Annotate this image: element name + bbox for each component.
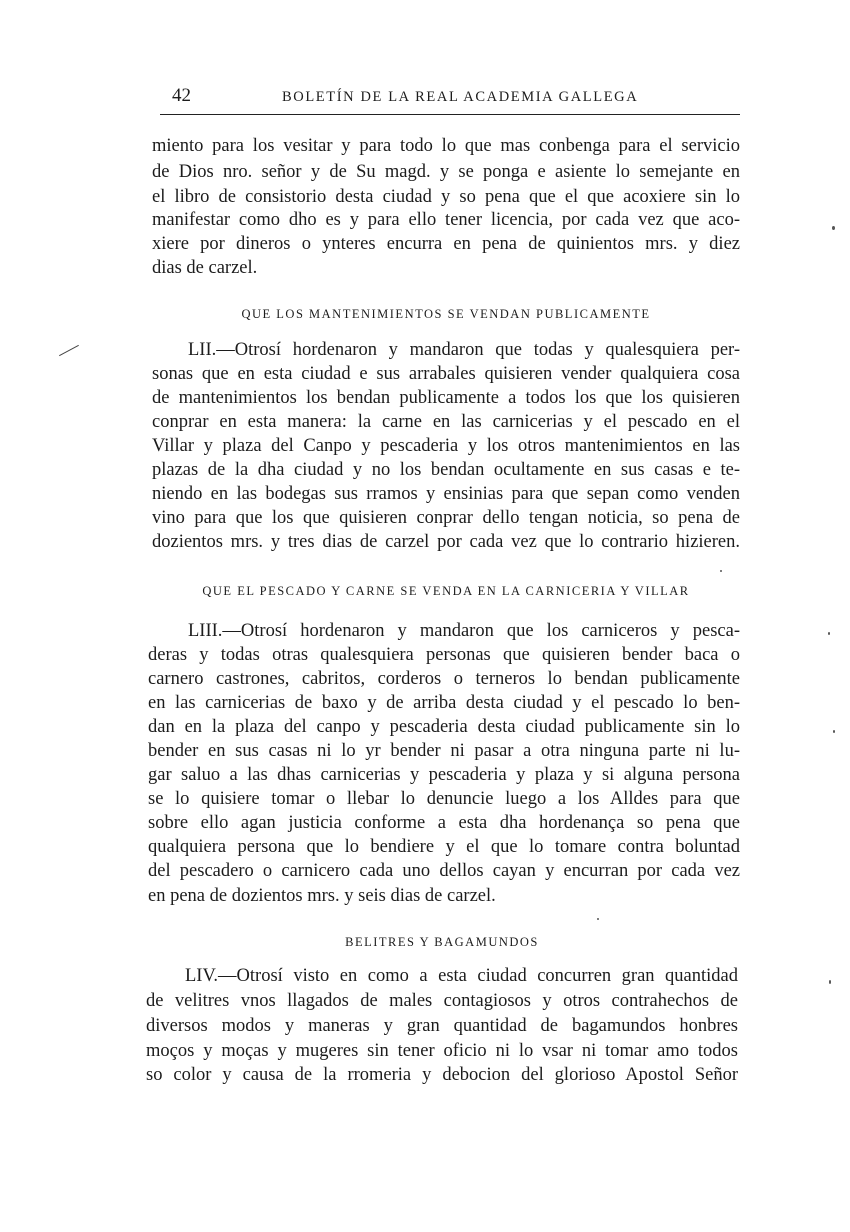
section-heading: QUE LOS MANTENIMIENTOS SE VENDAN PUBLICAMENTE xyxy=(241,307,651,321)
text-line: sobre ello agan justicia conforme a esta dha hordenança so pena que xyxy=(148,813,740,833)
text-line: de Dios nro. señor y de Su magd. y se ponga e asiente lo semejante en xyxy=(152,162,740,182)
text-line: dan en la plaza del canpo y pescaderia desta ciudad publicamente sin lo xyxy=(148,717,740,737)
scan-speck xyxy=(833,730,835,733)
running-header xyxy=(160,84,740,115)
text-line: carnero castrones, cabritos, corderos o terneros lo bendan publicamente xyxy=(148,669,740,689)
scan-speck xyxy=(829,980,831,984)
section-heading: QUE EL PESCADO Y CARNE SE VENDA EN LA CARNICERIA Y VILLAR xyxy=(202,584,690,598)
text-line: se lo quisiere tomar o llebar lo denuncie luego a los Alldes para que xyxy=(148,789,740,809)
text-line: LIII.—Otrosí hordenaron y mandaron que los carniceros y pesca- xyxy=(188,621,740,641)
text-line: bender en sus casas ni lo yr bender ni pasar a otra ninguna parte ni lu- xyxy=(148,741,740,761)
text-line: plazas de la dha ciudad y no los bendan ocultamente en sus casas e te- xyxy=(152,460,740,480)
page-number: 42 xyxy=(172,85,191,106)
margin-pencil-mark xyxy=(59,345,79,356)
text-line: en las carnicerias de baxo y de arriba desta ciudad y el pescado lo ben- xyxy=(148,693,740,713)
text-line: so color y causa de la rromeria y debocion del glorioso Apostol Señor xyxy=(146,1065,738,1085)
scan-speck xyxy=(828,632,830,635)
text-line: el libro de consistorio desta ciudad y so pena que el que acoxiere sin lo xyxy=(152,187,740,207)
text-line: conprar en esta manera: la carne en las carnicerias y el pescado en el xyxy=(152,412,740,432)
text-line: manifestar como dho es y para ello tener licencia, por cada vez que aco- xyxy=(152,210,740,230)
running-title: BOLETÍN DE LA REAL ACADEMIA GALLEGA xyxy=(282,89,639,105)
text-line: LIV.—Otrosí visto en como a esta ciudad concurren gran quantidad xyxy=(185,966,738,986)
text-line: niendo en las bodegas sus rramos y ensinias para que sepan como venden xyxy=(152,484,740,504)
text-line: deras y todas otras qualesquiera personas que quisieren bender baca o xyxy=(148,645,740,665)
text-line: qualquiera persona que lo bendiere y el que lo tomare contra boluntad xyxy=(148,837,740,857)
text-line: miento para los vesitar y para todo lo que mas conbenga para el servicio xyxy=(152,136,740,156)
text-line: dozientos mrs. y tres dias de carzel por cada vez que lo contrario hizieren. xyxy=(152,532,740,552)
text-line: vino para que los que quisieren conprar dello tengan noticia, so pena de xyxy=(152,508,740,528)
scan-speck xyxy=(720,570,722,572)
text-line: del pescadero o carnicero cada uno dellos cayan y encurran por cada vez xyxy=(148,861,740,881)
text-line: en pena de dozientos mrs. y seis dias de carzel. xyxy=(148,886,496,906)
text-line: gar saluo a las dhas carnicerias y pescaderia y plaza y si alguna persona xyxy=(148,765,740,785)
text-line: sonas que en esta ciudad e sus arrabales quisieren vender qualquiera cosa xyxy=(152,364,740,384)
text-line: diversos modos y maneras y gran quantidad de bagamundos honbres xyxy=(146,1016,738,1036)
text-line: LII.—Otrosí hordenaron y mandaron que todas y qualesquiera per- xyxy=(188,340,740,360)
text-line: Villar y plaza del Canpo y pescaderia y los otros mantenimientos en las xyxy=(152,436,740,456)
text-line: de velitres vnos llagados de males contagiosos y otros contrahechos de xyxy=(146,991,738,1011)
section-heading: BELITRES Y BAGAMUNDOS xyxy=(345,935,539,949)
text-line: dias de carzel. xyxy=(152,258,258,278)
text-line: moços y moças y mugeres sin tener oficio ni lo vsar ni tomar amo todos xyxy=(146,1041,738,1061)
text-line: xiere por dineros o ynteres encurra en pena de quinientos mrs. y diez xyxy=(152,234,740,254)
scan-speck xyxy=(832,226,835,230)
text-line: de mantenimientos los bendan publicamente a todos los que los quisieren xyxy=(152,388,740,408)
scan-speck xyxy=(597,918,599,920)
